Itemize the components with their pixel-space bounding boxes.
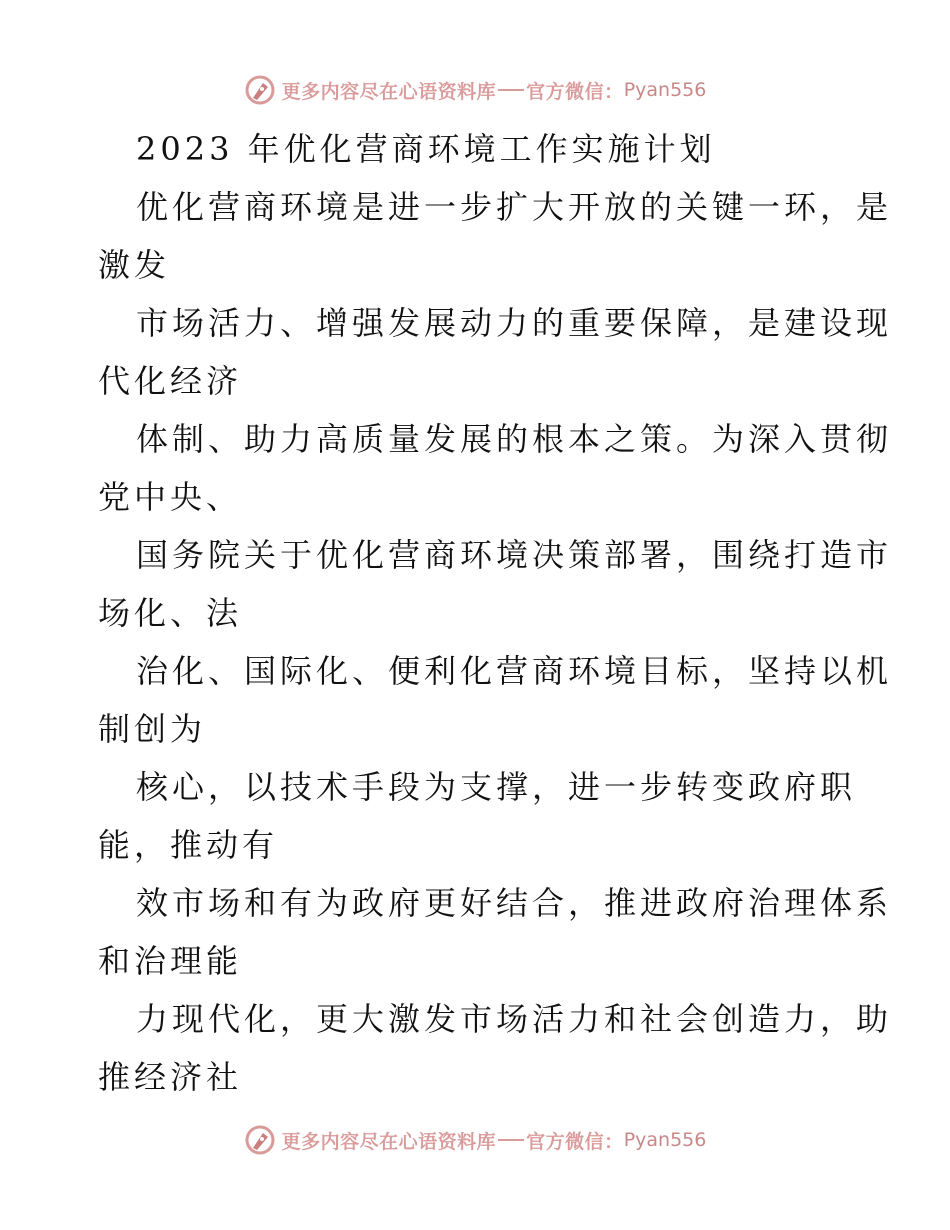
paragraph-line: 核心，以技术手段为支撑，进一步转变政府职 (136, 768, 857, 806)
banner-main-text: 更多内容尽在心语资料库 (281, 80, 497, 103)
banner-separator (498, 1139, 524, 1141)
paragraph-line: 治化、国际化、便利化营商环境目标，坚持以机 (136, 652, 893, 690)
document-lines (98, 178, 893, 1106)
paragraph-line: 制创为 (98, 710, 207, 748)
pen-nib-logo-icon (244, 74, 276, 106)
paragraph-line: 激发 (98, 246, 171, 284)
document-body (98, 120, 893, 1106)
paragraph-line: 代化经济 (98, 362, 243, 400)
banner-wechat-id: Pyan556 (623, 1129, 707, 1151)
paragraph-line: 场化、法 (98, 594, 243, 632)
banner-wechat-label: 官方微信： (526, 80, 624, 103)
paragraph-line: 能，推动有 (98, 826, 279, 864)
paragraph-line: 国务院关于优化营商环境决策部署，围绕打造市 (136, 536, 893, 574)
paragraph-line: 效市场和有为政府更好结合，推进政府治理体系 (136, 884, 893, 922)
document-title: 2023 年优化营商环境工作实施计划 (136, 130, 716, 168)
paragraph-line: 和治理能 (98, 942, 243, 980)
banner-main-text: 更多内容尽在心语资料库 (281, 1130, 497, 1153)
paragraph-line: 市场活力、增强发展动力的重要保障，是建设现 (136, 304, 893, 342)
paragraph-line: 推经济社 (98, 1058, 243, 1096)
banner-wechat-id: Pyan556 (623, 79, 707, 101)
banner-wechat-label: 官方微信： (526, 1130, 624, 1153)
paragraph-line: 力现代化，更大激发市场活力和社会创造力，助 (136, 1000, 893, 1038)
pen-nib-logo-icon (244, 1124, 276, 1156)
paragraph-line: 体制、助力高质量发展的根本之策。为深入贯彻 (136, 420, 893, 458)
paragraph-line: 党中央、 (98, 478, 243, 516)
header-banner (0, 70, 950, 110)
paragraph-line: 优化营商环境是进一步扩大开放的关键一环，是 (136, 188, 893, 226)
banner-separator (498, 89, 524, 91)
footer-banner (0, 1120, 950, 1160)
